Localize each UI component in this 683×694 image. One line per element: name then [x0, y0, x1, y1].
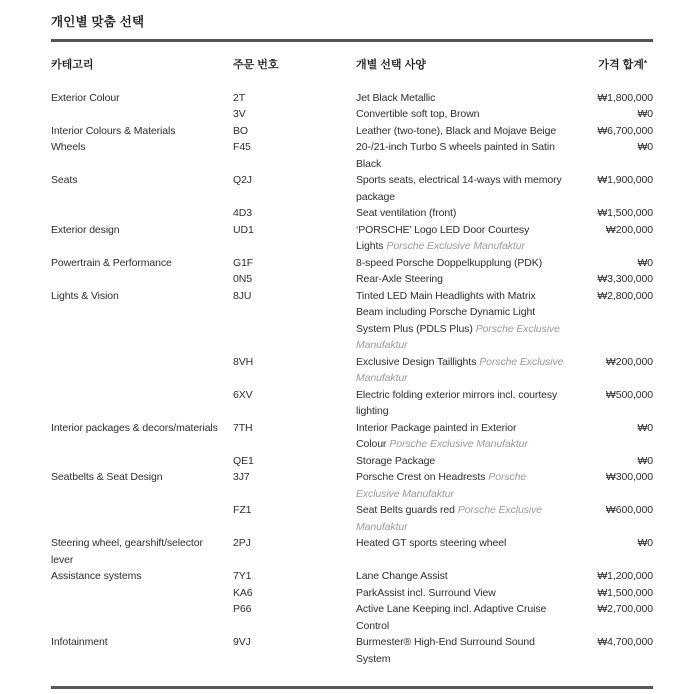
- price-cell: ₩4,700,000: [597, 636, 653, 648]
- table-row: [51, 354, 653, 387]
- category-cell: Lights & Vision: [51, 289, 119, 302]
- order-number-cell: 6XV: [233, 388, 253, 401]
- table-row: [51, 222, 653, 255]
- table-row: [51, 387, 653, 420]
- option-text: ‘PORSCHE’ Logo LED Door Courtesy Lights: [356, 223, 530, 252]
- exclusive-manufaktur-note: Porsche Exclusive Manufaktur: [389, 438, 528, 450]
- table-row: [51, 420, 653, 453]
- option-text: Electric folding exterior mirrors incl. courtesy lighting: [356, 388, 558, 417]
- page-title: 개인별 맞춤 선택: [51, 15, 145, 29]
- price-footnote-asterisk: *: [643, 59, 647, 68]
- option-cell: [356, 601, 571, 634]
- table-row: [51, 139, 653, 172]
- option-text: Storage Package: [356, 454, 436, 467]
- order-number-cell: UD1: [233, 223, 254, 236]
- category-cell: Exterior design: [51, 223, 120, 236]
- order-number-cell: 2T: [233, 91, 246, 104]
- category-cell: Interior Colours & Materials: [51, 124, 176, 137]
- exclusive-manufaktur-note: Porsche Exclusive Manufaktur: [356, 322, 560, 351]
- option-text: Convertible soft top, Brown: [356, 108, 480, 120]
- price-cell: ₩200,000: [605, 355, 653, 368]
- price-cell: ₩0: [637, 256, 653, 269]
- table-row: [51, 585, 653, 602]
- order-number-cell: 8JU: [233, 289, 252, 302]
- table-row: [51, 535, 653, 568]
- option-cell: [356, 106, 571, 123]
- table-row: [51, 634, 653, 667]
- option-cell: [356, 90, 571, 107]
- order-number-cell: 7Y1: [233, 570, 252, 582]
- category-cell: Steering wheel, gearshift/selector lever: [51, 537, 203, 566]
- exclusive-manufaktur-note: Porsche Exclusive Manufaktur: [356, 355, 564, 384]
- table-row: [51, 568, 653, 585]
- option-text: Rear-Axle Steering: [356, 273, 443, 285]
- price-cell: ₩600,000: [605, 504, 653, 516]
- order-number-cell: 7TH: [233, 421, 253, 434]
- option-cell: [356, 420, 571, 453]
- order-number-cell: 9VJ: [233, 636, 251, 648]
- price-cell: ₩0: [637, 454, 653, 467]
- table-row: [51, 288, 653, 354]
- price-cell: ₩1,200,000: [597, 570, 653, 582]
- option-cell: [356, 222, 571, 255]
- price-cell: ₩1,500,000: [597, 207, 653, 219]
- order-number-cell: 4D3: [233, 207, 252, 219]
- table-row: [51, 90, 653, 107]
- order-number-cell: 3J7: [233, 471, 250, 483]
- category-cell: Infotainment: [51, 636, 108, 648]
- order-number-cell: 8VH: [233, 355, 254, 368]
- option-cell: [356, 271, 571, 288]
- option-text: Seat ventilation (front): [356, 207, 457, 219]
- exclusive-manufaktur-note: Porsche Exclusive Manufaktur: [356, 471, 527, 500]
- option-text: 8-speed Porsche Doppelkupplung (PDK): [356, 256, 543, 269]
- category-cell: Assistance systems: [51, 570, 142, 582]
- option-cell: [356, 387, 571, 420]
- price-cell: ₩2,700,000: [597, 603, 653, 615]
- category-cell: Seatbelts & Seat Design: [51, 471, 163, 483]
- option-cell: [356, 123, 571, 140]
- order-number-cell: F45: [233, 141, 251, 153]
- column-header-price: [571, 57, 653, 74]
- table-header-row: [51, 57, 653, 74]
- option-cell: [356, 502, 571, 535]
- category-cell: Powertrain & Performance: [51, 256, 172, 269]
- option-cell: [356, 139, 571, 172]
- table-row: [51, 205, 653, 222]
- option-text: ParkAssist incl. Surround View: [356, 586, 496, 599]
- option-text: Seat Belts guards red: [356, 504, 455, 516]
- option-text: Heated GT sports steering wheel: [356, 537, 507, 549]
- bottom-divider-rule: [51, 686, 653, 689]
- option-text: Exclusive Design Taillights: [356, 355, 477, 368]
- order-number-cell: 2PJ: [233, 537, 251, 549]
- price-cell: ₩2,800,000: [597, 289, 653, 302]
- price-cell: ₩1,900,000: [597, 174, 653, 186]
- option-cell: [356, 535, 571, 552]
- order-number-cell: QE1: [233, 454, 254, 467]
- table-row: [51, 106, 653, 123]
- order-number-cell: Q2J: [233, 174, 252, 186]
- order-number-cell: BO: [233, 124, 248, 137]
- option-cell: [356, 585, 571, 602]
- option-text: Tinted LED Main Headlights with Matrix Beam including Porsche Dynamic Light System Plus (PDLS Plus): [356, 289, 536, 335]
- option-text: 20-/21-inch Turbo S wheels painted in Satin Black: [356, 141, 555, 170]
- option-text: Interior Package painted in Exterior Colour: [356, 421, 517, 450]
- table-row: [51, 453, 653, 470]
- category-cell: Wheels: [51, 141, 86, 153]
- category-cell: Exterior Colour: [51, 91, 120, 104]
- price-cell: ₩1,800,000: [597, 91, 653, 104]
- price-cell: ₩1,500,000: [597, 586, 653, 599]
- price-cell: ₩500,000: [605, 388, 653, 401]
- order-number-cell: G1F: [233, 256, 254, 269]
- option-cell: [356, 205, 571, 222]
- table-row: [51, 601, 653, 634]
- option-text: Porsche Crest on Headrests: [356, 471, 486, 483]
- option-cell: [356, 634, 571, 667]
- column-header-category: 카테고리: [51, 59, 94, 71]
- option-text: Leather (two-tone), Black and Mojave Beige: [356, 124, 557, 137]
- order-number-cell: FZ1: [233, 504, 252, 516]
- price-cell: ₩6,700,000: [597, 124, 653, 137]
- price-cell: ₩0: [637, 108, 653, 120]
- column-header-option: 개별 선택 사양: [356, 59, 426, 71]
- table-row: [51, 123, 653, 140]
- table-row: [51, 255, 653, 272]
- exclusive-manufaktur-note: Porsche Exclusive Manufaktur: [356, 504, 542, 533]
- option-cell: [356, 354, 571, 387]
- option-cell: [356, 255, 571, 272]
- option-cell: [356, 568, 571, 585]
- column-header-price-label: 가격 합계: [598, 59, 644, 71]
- options-table: [51, 90, 653, 668]
- price-cell: ₩0: [637, 537, 653, 549]
- exclusive-manufaktur-note: Porsche Exclusive Manufaktur: [386, 240, 525, 252]
- option-cell: [356, 469, 571, 502]
- option-text: Burmester® High-End Surround Sound System: [356, 636, 535, 665]
- option-text: Lane Change Assist: [356, 570, 448, 582]
- order-number-cell: KA6: [233, 586, 253, 599]
- order-number-cell: 3V: [233, 108, 246, 120]
- price-cell: ₩0: [637, 421, 653, 434]
- order-number-cell: 0N5: [233, 273, 252, 285]
- table-row: [51, 469, 653, 502]
- price-cell: ₩3,300,000: [597, 273, 653, 285]
- option-cell: [356, 288, 571, 354]
- category-cell: Interior packages & decors/materials: [51, 421, 218, 434]
- column-header-order-number: 주문 번호: [233, 59, 279, 71]
- top-divider-rule: [51, 39, 653, 42]
- table-row: [51, 271, 653, 288]
- table-row: [51, 172, 653, 205]
- option-text: Jet Black Metallic: [356, 91, 436, 104]
- option-cell: [356, 453, 571, 470]
- order-number-cell: P66: [233, 603, 252, 615]
- price-cell: ₩300,000: [605, 471, 653, 483]
- table-row: [51, 502, 653, 535]
- option-cell: [356, 172, 571, 205]
- price-cell: ₩200,000: [605, 223, 653, 236]
- category-cell: Seats: [51, 174, 78, 186]
- option-text: Sports seats, electrical 14-ways with memory package: [356, 174, 562, 203]
- option-text: Active Lane Keeping incl. Adaptive Cruise Control: [356, 603, 547, 632]
- price-cell: ₩0: [637, 141, 653, 153]
